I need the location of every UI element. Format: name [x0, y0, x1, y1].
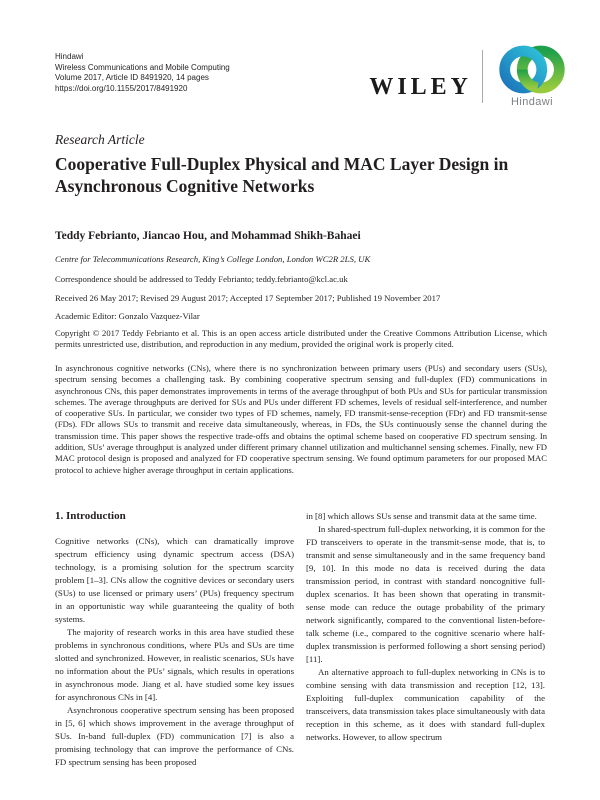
publisher-name: Hindawi	[55, 52, 84, 61]
paragraph: in [8] which allows SUs sense and transmit data at the same time.	[306, 511, 537, 521]
paper-title: Cooperative Full-Duplex Physical and MAC Layer Design in Asynchronous Cognitive Networks	[55, 154, 509, 196]
copyright-notice: Copyright © 2017 Teddy Febrianto et al. This is an open access article distributed under the Creative Commons Attribution License, which permits unrestricted use, distribution, and reproduction in any medium, provided the original work is properly cited.	[55, 328, 547, 350]
authors-line: Teddy Febrianto, Jiancao Hou, and Mohammad Shikh-Bahaei	[55, 230, 361, 242]
correspondence-line: Correspondence should be addressed to Teddy Febrianto; teddy.febrianto@kcl.ac.uk	[55, 274, 348, 284]
abstract-paragraph: In asynchronous cognitive networks (CNs), where there is no synchronization between primary users (PUs) and secondary users (SUs), spectrum sensing becomes a challenging task. By combining cooperative spectrum sensing and full-duplex (FD) communications in asynchronous CNs, this paper demonstrates improvements in terms of the average throughput of both PUs and SUs for particular transmission schemes. The average throughputs are derived for SUs and PUs under different FD schemes, levels of residual self-interference, and number of cooperative SUs. In particular, we consider two types of FD schemes, namely, FD transmit-sense-reception (FDr) and FD transmit-sense (FDs). FDr allows SUs to transmit and receive data simultaneously, whereas, in FDs, the SUs continuously sense the channel during the transmission time. This paper shows the respective trade-offs and obtains the optimal scheme based on cooperative FD spectrum sensing. In addition, SUs’ average throughput is analyzed under different primary channel utilization and multichannel sensing schemes. Finally, new FD MAC protocol design is proposed and analyzed for FD cooperative spectrum sensing. We found optimum parameters for our proposed MAC protocol to achieve higher average throughput in certain applications.	[55, 363, 547, 475]
paragraph: An alternative approach to full-duplex networking in CNs is to combine sensing with data transmission and reception [12, 13]. Exploiting full-duplex communication capability of the transceivers, data transmission takes place simultaneously with data reception in this scheme, as it does with standard full-duplex networks. However, to allow spectrum	[306, 667, 545, 742]
paragraph: In shared-spectrum full-duplex networking, it is common for the FD transceivers to operate in the transmit-sense mode, that is, to transmit and sense simultaneously and in the same frequency band [9, 10]. In this mode no data is received during the data transmission period, in contrast with standard noncognitive full-duplex scenarios. It has been shown that operating in transmit-sense mode can reduce the outage probability of the primary network significantly, compared to the conventional listen-before-talk scheme (i.e., compared to the cognitive scenario where half-duplex transmission is performed following a short sensing period) [11].	[306, 524, 545, 664]
logo-divider	[482, 50, 483, 103]
section-heading-introduction: 1. Introduction	[55, 510, 126, 522]
branding-block	[369, 44, 571, 108]
hindawi-logo	[493, 44, 571, 108]
body-column-left	[55, 535, 294, 769]
journal-name: Wireless Communications and Mobile Computing	[55, 62, 230, 72]
hindawi-logo-label: Hindawi	[511, 96, 553, 108]
volume-article-id: Volume 2017, Article ID 8491920, 14 pages	[55, 73, 209, 82]
body-column-right	[306, 510, 545, 744]
publisher-meta	[55, 52, 355, 94]
article-history-line: Received 26 May 2017; Revised 29 August 2017; Accepted 17 September 2017; Published 19 November 2017	[55, 293, 441, 303]
academic-editor-line: Academic Editor: Gonzalo Vazquez-Vilar	[55, 311, 200, 321]
wiley-logo: WILEY	[369, 74, 472, 100]
doi-url: https://doi.org/10.1155/2017/8491920	[55, 83, 188, 93]
paragraph: The majority of research works in this area have studied these problems in synchronous conditions, where PUs and SUs are time slotted and synchronized. However, in realistic scenarios, SUs have no information about the PUs’ signals, which results in operations in asynchronous mode. Jiang et al. have studied some key issues for asynchronous CNs in [4].	[55, 627, 294, 702]
hindawi-rings-icon	[493, 44, 571, 95]
article-type-label: Research Article	[55, 132, 145, 147]
paragraph: Asynchronous cooperative spectrum sensing has been proposed in [5, 6] which shows improvement in the average throughput of SUs. In-band full-duplex (FD) communication [7] is also a promising technology that can improve the performance of CNs. FD spectrum sensing has been proposed	[55, 705, 294, 767]
affiliation-line: Centre for Telecommunications Research, King’s College London, London WC2R 2LS, UK	[55, 254, 371, 264]
paragraph: Cognitive networks (CNs), which can dramatically improve spectrum efficiency using dynamic spectrum access (DSA) technology, is a promising solution for the spectrum scarcity problem [1–3]. CNs allow the cognitive devices or secondary users (SUs) to use licensed or primary users’ (PUs) frequency spectrum in an opportunistic way while guaranteeing the quality of both systems.	[55, 536, 294, 624]
